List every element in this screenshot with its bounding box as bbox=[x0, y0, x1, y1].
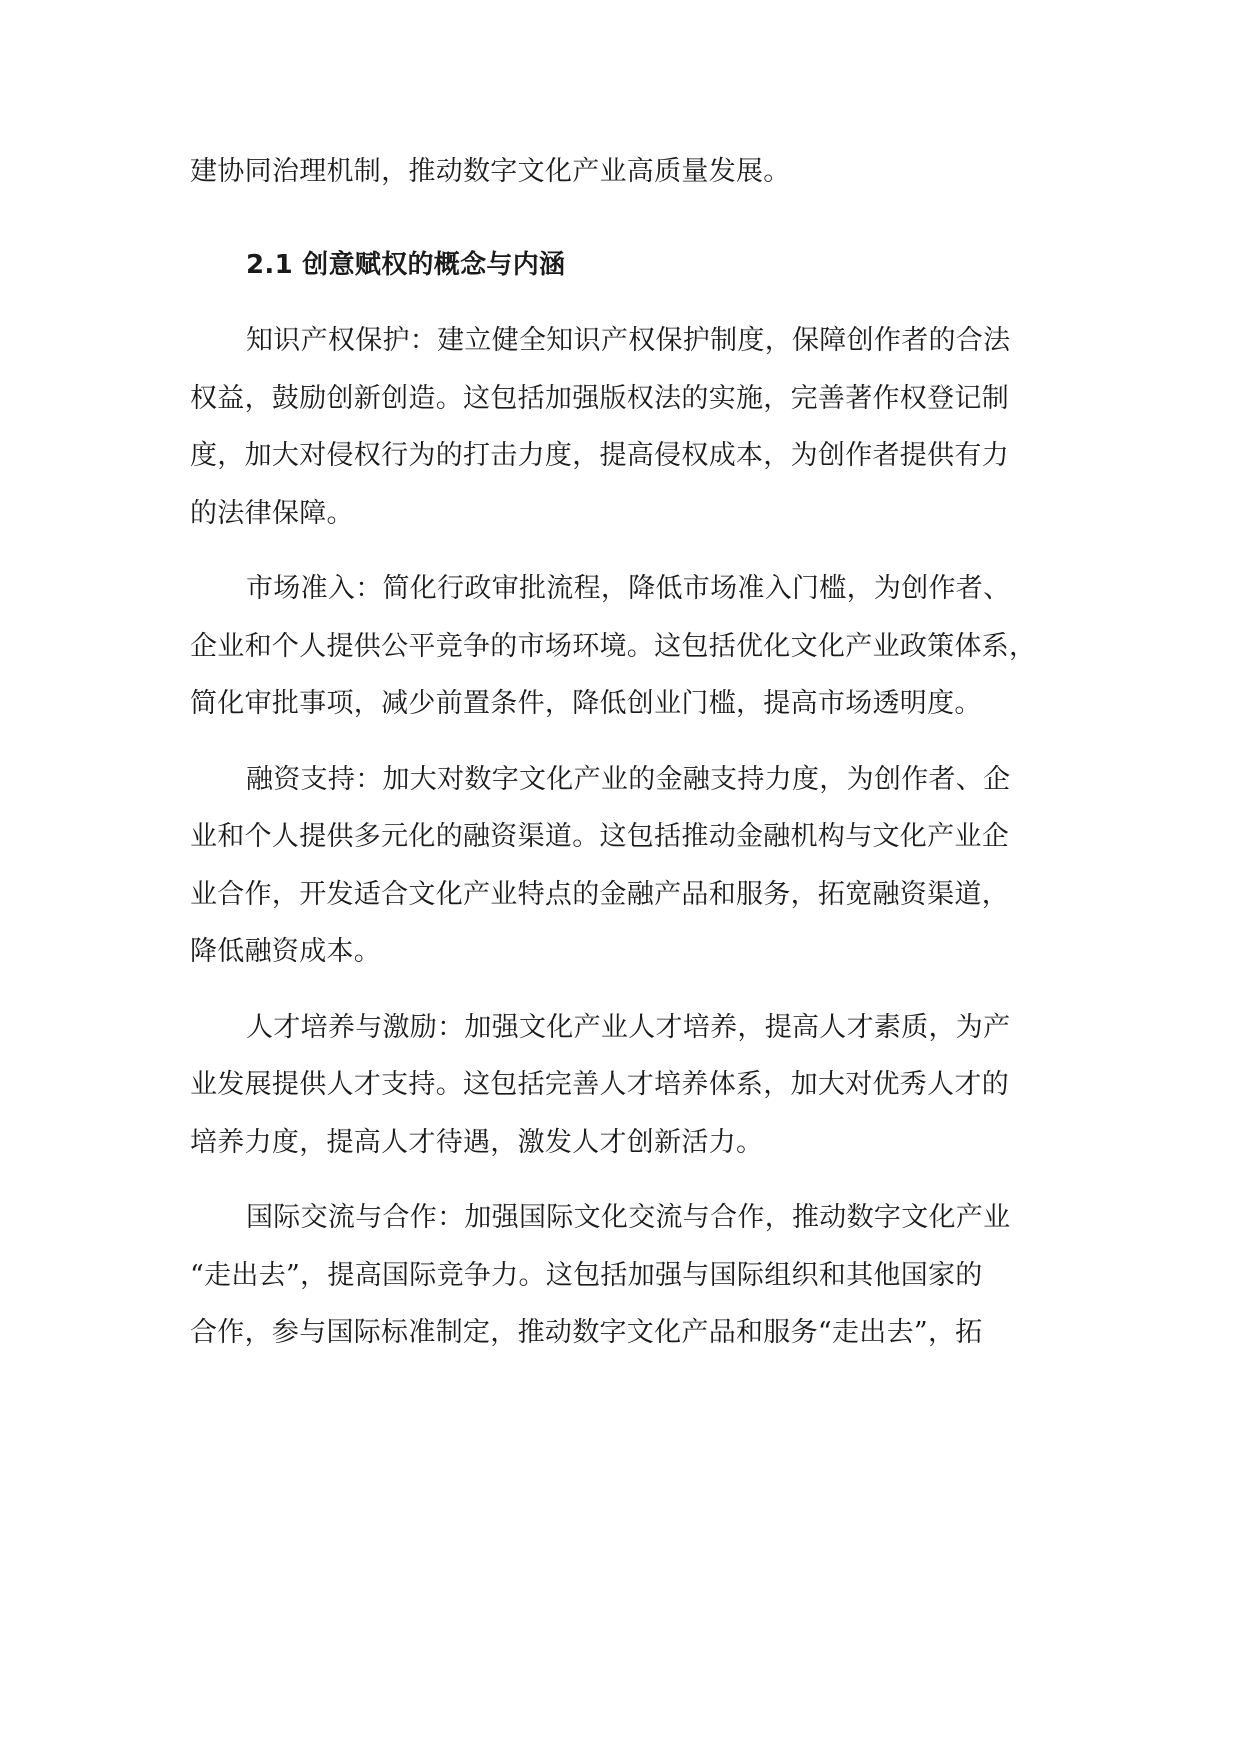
paragraph-line: “走出去”，提高国际竞争力。这包括加强与国际组织和其他国家的 bbox=[190, 1259, 983, 1291]
paragraph-line: 的法律保障。 bbox=[190, 497, 354, 529]
paragraph-line: 业和个人提供多元化的融资渠道。这包括推动金融机构与文化产业企 bbox=[190, 821, 1009, 852]
paragraph-line: 培养力度，提高人才待遇，激发人才创新活力。 bbox=[190, 1126, 764, 1158]
spacer bbox=[190, 981, 1050, 999]
paragraph-line: 权益，鼓励创新创造。这包括加强版权法的实施，完善著作权登记制 bbox=[190, 382, 1009, 414]
paragraph-line: 知识产权保护：建立健全知识产权保护制度，保障创作者的合法 bbox=[246, 325, 1011, 356]
document-body bbox=[190, 143, 1050, 1362]
section-heading: 2.1 创意赋权的概念与内涵 bbox=[246, 249, 566, 280]
spacer bbox=[190, 201, 1050, 237]
paragraph-line: 国际交流与合作：加强国际文化交流与合作，推动数字文化产业 bbox=[246, 1202, 1011, 1233]
paragraph-line: 合作，参与国际标准制定，推动数字文化产品和服务“走出去”，拓 bbox=[190, 1317, 983, 1348]
paragraph-line: 市场准入：简化行政审批流程，降低市场准入门槛，为创作者、 bbox=[246, 573, 1011, 604]
paragraph-line: 人才培养与激励：加强文化产业人才培养，提高人才素质，为产 bbox=[246, 1011, 1011, 1043]
spacer bbox=[190, 294, 1050, 312]
spacer bbox=[190, 1171, 1050, 1189]
paragraph-talent-cultivation bbox=[190, 999, 1050, 1172]
spacer bbox=[190, 542, 1050, 560]
paragraph-international-cooperation bbox=[190, 1189, 1050, 1362]
paragraph-line: 简化审批事项，减少前置条件，降低创业门槛，提高市场透明度。 bbox=[190, 688, 982, 719]
paragraph-line: 业合作，开发适合文化产业特点的金融产品和服务，拓宽融资渠道， bbox=[190, 878, 1009, 910]
paragraph-line: 度，加大对侵权行为的打击力度，提高侵权成本，为创作者提供有力 bbox=[190, 440, 1009, 471]
paragraph-financing-support bbox=[190, 751, 1050, 981]
paragraph-line: 降低融资成本。 bbox=[190, 936, 382, 967]
paragraph-ip-protection bbox=[190, 312, 1050, 542]
paragraph-line: 融资支持：加大对数字文化产业的金融支持力度，为创作者、企 bbox=[246, 763, 1011, 795]
paragraph-line: 企业和个人提供公平竞争的市场环境。这包括优化文化产业政策体系， bbox=[190, 630, 1037, 662]
intro-line: 建协同治理机制，推动数字文化产业高质量发展。 bbox=[190, 156, 791, 187]
paragraph-market-access bbox=[190, 560, 1050, 733]
paragraph-line: 业发展提供人才支持。这包括完善人才培养体系，加大对优秀人才的 bbox=[190, 1069, 1009, 1100]
spacer bbox=[190, 733, 1050, 751]
